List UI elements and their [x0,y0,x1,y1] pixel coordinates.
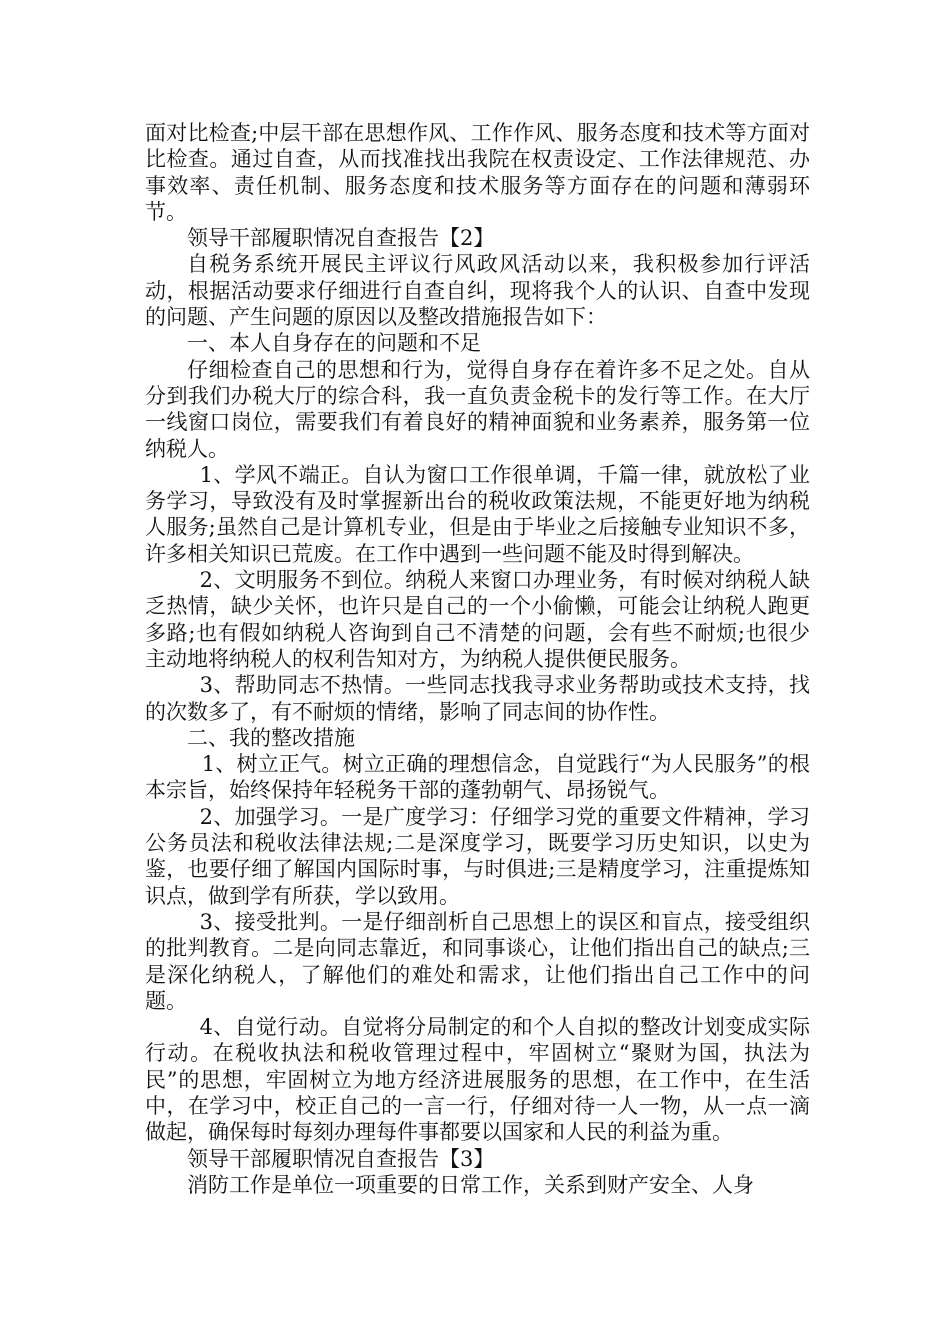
section-1-overview-paragraph: 仔细检查自己的思想和行为，觉得自身存在着许多不足之处。自从分到我们办税大厅的综合科，我一直负责金税卡的发行等工作。在大厅一线窗口岗位，需要我们有着良好的精神面貌和业务素养，服务第一位纳税人。 [145,357,810,461]
measure-4-paragraph: 4、自觉行动。自觉将分局制定的和个人自拟的整改计划变成实际行动。在税收执法和税收管理过程中，牢固树立“聚财为国，执法为民”的思想，牢固树立为地方经济进展服务的思想，在工作中，在生活中，在学习中，校正自己的一言一行，仔细对待一人一物，从一点一滴做起，确保每时每刻办理每件事都要以国家和人民的利益为重。 [145,1015,810,1145]
intro-continuation-paragraph: 面对比检查;中层干部在思想作风、工作作风、服务态度和技术等方面对比检查。通过自查，从而找准找出我院在权责设定、工作法律规范、办事效率、责任机制、服务态度和技术服务等方面存在的问题和薄弱环节。 [145,121,810,224]
measure-1-paragraph: 1、树立正气。树立正确的理想信念，自觉践行“为人民服务”的根本宗旨，始终保持年轻税务干部的蓬勃朝气、昂扬锐气。 [145,752,810,803]
problem-2-paragraph: 2、文明服务不到位。纳税人来窗口办理业务，有时候对纳税人缺乏热情，缺少关怀，也许只是自己的一个小偷懒，可能会让纳税人跑更多路;也有假如纳税人咨询到自己不清楚的问题，会有些不耐烦;也很少主动地将纳税人的权利告知对方，为纳税人提供便民服务。 [145,568,810,671]
measure-2-paragraph: 2、加强学习。一是广度学习：仔细学习党的重要文件精神，学习公务员法和税收法律法规;二是深度学习，既要学习历史知识，以史为鉴，也要仔细了解国内国际时事，与时俱进;三是精度学习，注重提炼知识点，做到学有所获，学以致用。 [145,804,810,908]
report-3-intro-paragraph: 消防工作是单位一项重要的日常工作，关系到财产安全、人身 [187,1172,754,1197]
section-2-heading: 二、我的整改措施 [187,725,355,750]
section-1-heading: 一、本人自身存在的问题和不足 [187,331,481,356]
report-2-title: 领导干部履职情况自查报告【2】 [187,226,495,251]
document-page [145,120,810,1198]
report-3-title: 领导干部履职情况自查报告【3】 [187,1146,495,1171]
measure-3-paragraph: 3、接受批判。一是仔细剖析自己思想上的误区和盲点，接受组织的批判教育。二是向同志靠近，和同事谈心，让他们指出自己的缺点;三是深化纳税人，了解他们的难处和需求，让他们指出自己工作中的问题。 [145,909,810,1013]
report-2-intro-paragraph: 自税务系统开展民主评议行风政风活动以来，我积极参加行评活动，根据活动要求仔细进行自查自纠，现将我个人的认识、自查中发现的问题、产生问题的原因以及整改措施报告如下： [145,252,810,330]
problem-1-paragraph: 1、学风不端正。自认为窗口工作很单调，千篇一律，就放松了业务学习，导致没有及时掌握新出台的税收政策法规，不能更好地为纳税人服务;虽然自己是计算机专业，但是由于毕业之后接触专业知识不多，许多相关知识已荒废。在工作中遇到一些问题不能及时得到解决。 [145,462,810,566]
problem-3-paragraph: 3、帮助同志不热情。一些同志找我寻求业务帮助或技术支持，找的次数多了，有不耐烦的情绪，影响了同志间的协作性。 [145,673,810,724]
